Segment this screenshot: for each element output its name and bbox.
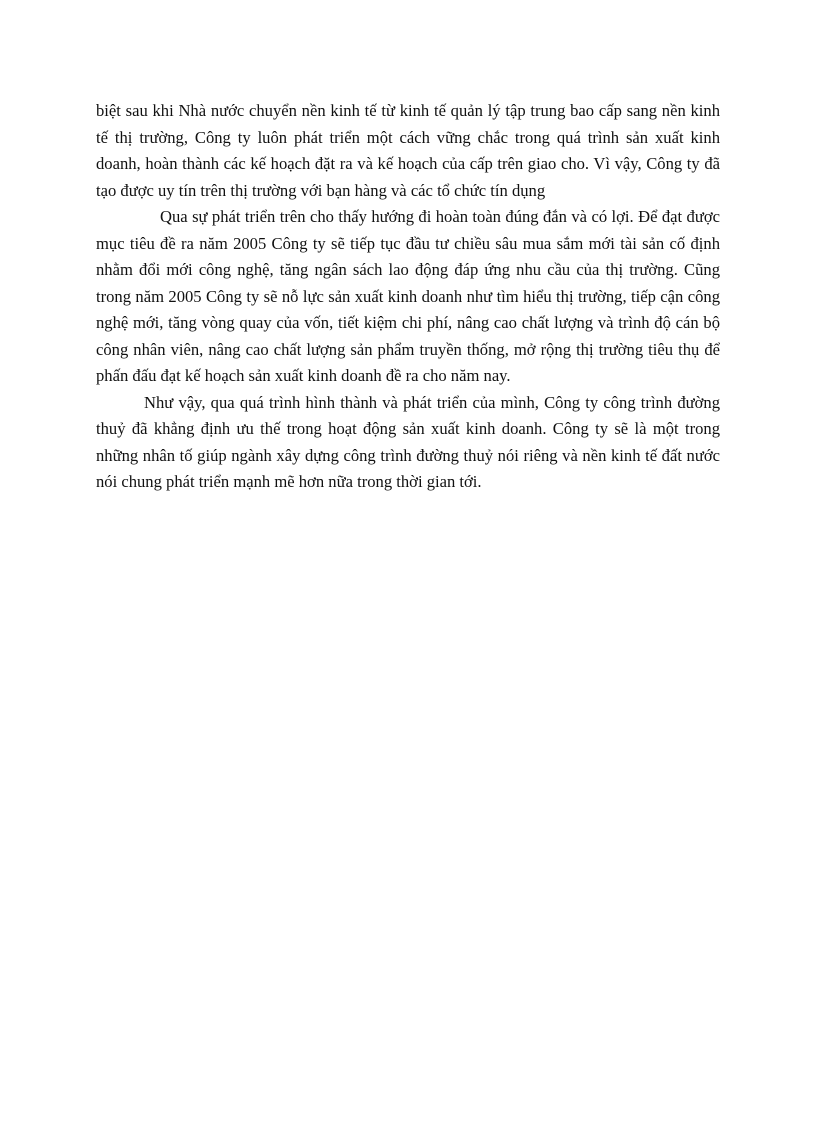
paragraph-1: biệt sau khi Nhà nước chuyển nền kinh tế từ kinh tế quản lý tập trung bao cấp sang nền kinh tế thị trường, Công ty luôn phát triển một cách vững chắc trong quá trình sản xuất kinh doanh, hoàn thành các kế hoạch đặt ra và kế hoạch của cấp trên giao cho. Vì vậy, Công ty đã tạo được uy tín trên thị trường với bạn hàng và các tổ chức tín dụng (96, 101, 720, 200)
document-body (96, 98, 720, 496)
paragraph-2: Qua sự phát triển trên cho thấy hướng đi hoàn toàn đúng đắn và có lợi. Để đạt được mục tiêu đề ra năm 2005 Công ty sẽ tiếp tục đầu tư chiều sâu mua sắm mới tài sản cố định nhằm đổi mới công nghệ, tăng ngân sách lao động đáp ứng nhu cầu của thị trường. Cũng trong năm 2005 Công ty sẽ nỗ lực sản xuất kinh doanh như tìm hiểu thị trường, tiếp cận công nghệ mới, tăng vòng quay của vốn, tiết kiệm chi phí, nâng cao chất lượng và trình độ cán bộ công nhân viên, nâng cao chất lượng sản phẩm truyền thống, mở rộng thị trường tiêu thụ để phấn đấu đạt kế hoạch sản xuất kinh doanh đề ra cho năm nay. (96, 207, 720, 385)
paragraph-3: Như vậy, qua quá trình hình thành và phát triển của mình, Công ty công trình đường thuỷ đã khẳng định ưu thế trong hoạt động sản xuất kinh doanh. Công ty sẽ là một trong những nhân tố giúp ngành xây dựng công trình đường thuỷ nói riêng và nền kinh tế đất nước nói chung phát triển mạnh mẽ hơn nữa trong thời gian tới. (96, 392, 720, 491)
